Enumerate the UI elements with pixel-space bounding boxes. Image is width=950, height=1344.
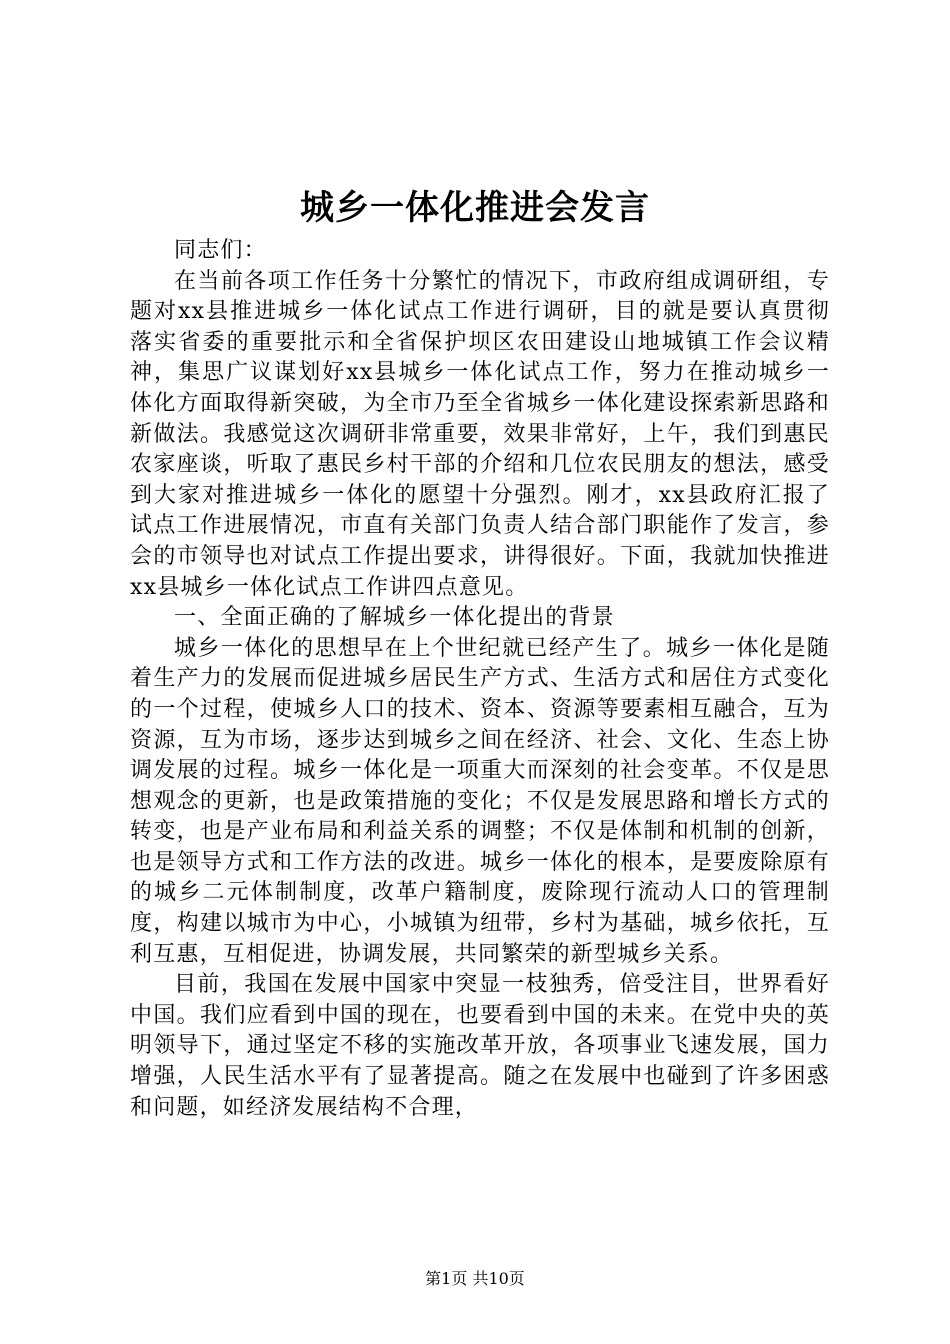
paragraph-background: 城乡一体化的思想早在上个世纪就已经产生了。城乡一体化是随着生产力的发展而促进城乡居民生产方式、生活方式和居住方式变化的一个过程，使城乡人口的技术、资本、资源等要素相互融合，互为资源，互为市场，逐步达到城乡之间在经济、社会、文化、生态上协调发展的过程。城乡一体化是一项重大而深刻的社会变革。不仅是思想观念的更新，也是政策措施的变化；不仅是发展思路和增长方式的转变，也是产业布局和利益关系的调整；不仅是体制和机制的创新，也是领导方式和工作方法的改进。城乡一体化的根本，是要废除原有的城乡二元体制制度，改革户籍制度，废除现行流动人口的管理制度，构建以城市为中心，小城镇为纽带，乡村为基础，城乡依托，互利互惠，互相促进，协调发展，共同繁荣的新型城乡关系。: [130, 635, 830, 967]
paragraph-salutation: 同志们：: [174, 238, 267, 263]
paragraph-current: 目前，我国在发展中国家中突显一枝独秀，倍受注目，世界看好中国。我们应看到中国的现在，也要看到中国的未来。在党中央的英明领导下，通过坚定不移的实施改革开放，各项事业飞速发展，国力增强，人民生活水平有了显著提高。随之在发展中也碰到了许多困惑和问题，如经济发展结构不合理，: [130, 972, 830, 1120]
document-title: 城乡一体化推进会发言: [300, 188, 650, 228]
page-footer: 第1页 共10页: [425, 1269, 525, 1288]
paragraph-intro: 在当前各项工作任务十分繁忙的情况下，市政府组成调研组，专题对xx县推进城乡一体化试点工作进行调研，目的就是要认真贯彻落实省委的重要批示和全省保护坝区农田建设山地城镇工作会议精神，集思广议谋划好xx县城乡一体化试点工作，努力在推动城乡一体化方面取得新突破，为全市乃至全省城乡一体化建设探索新思路和新做法。我感觉这次调研非常重要，效果非常好，上午，我们到惠民农家座谈，听取了惠民乡村干部的介绍和几位农民朋友的想法，感受到大家对推进城乡一体化的愿望十分强烈。刚才，xx县政府汇报了试点工作进展情况，市直有关部门负责人结合部门职能作了发言，参会的市领导也对试点工作提出要求，讲得很好。下面，我就加快推进xx县城乡一体化试点工作讲四点意见。: [130, 268, 830, 600]
document-body: [130, 236, 830, 1123]
section-heading-1: 一、全面正确的了解城乡一体化提出的背景: [174, 605, 615, 631]
